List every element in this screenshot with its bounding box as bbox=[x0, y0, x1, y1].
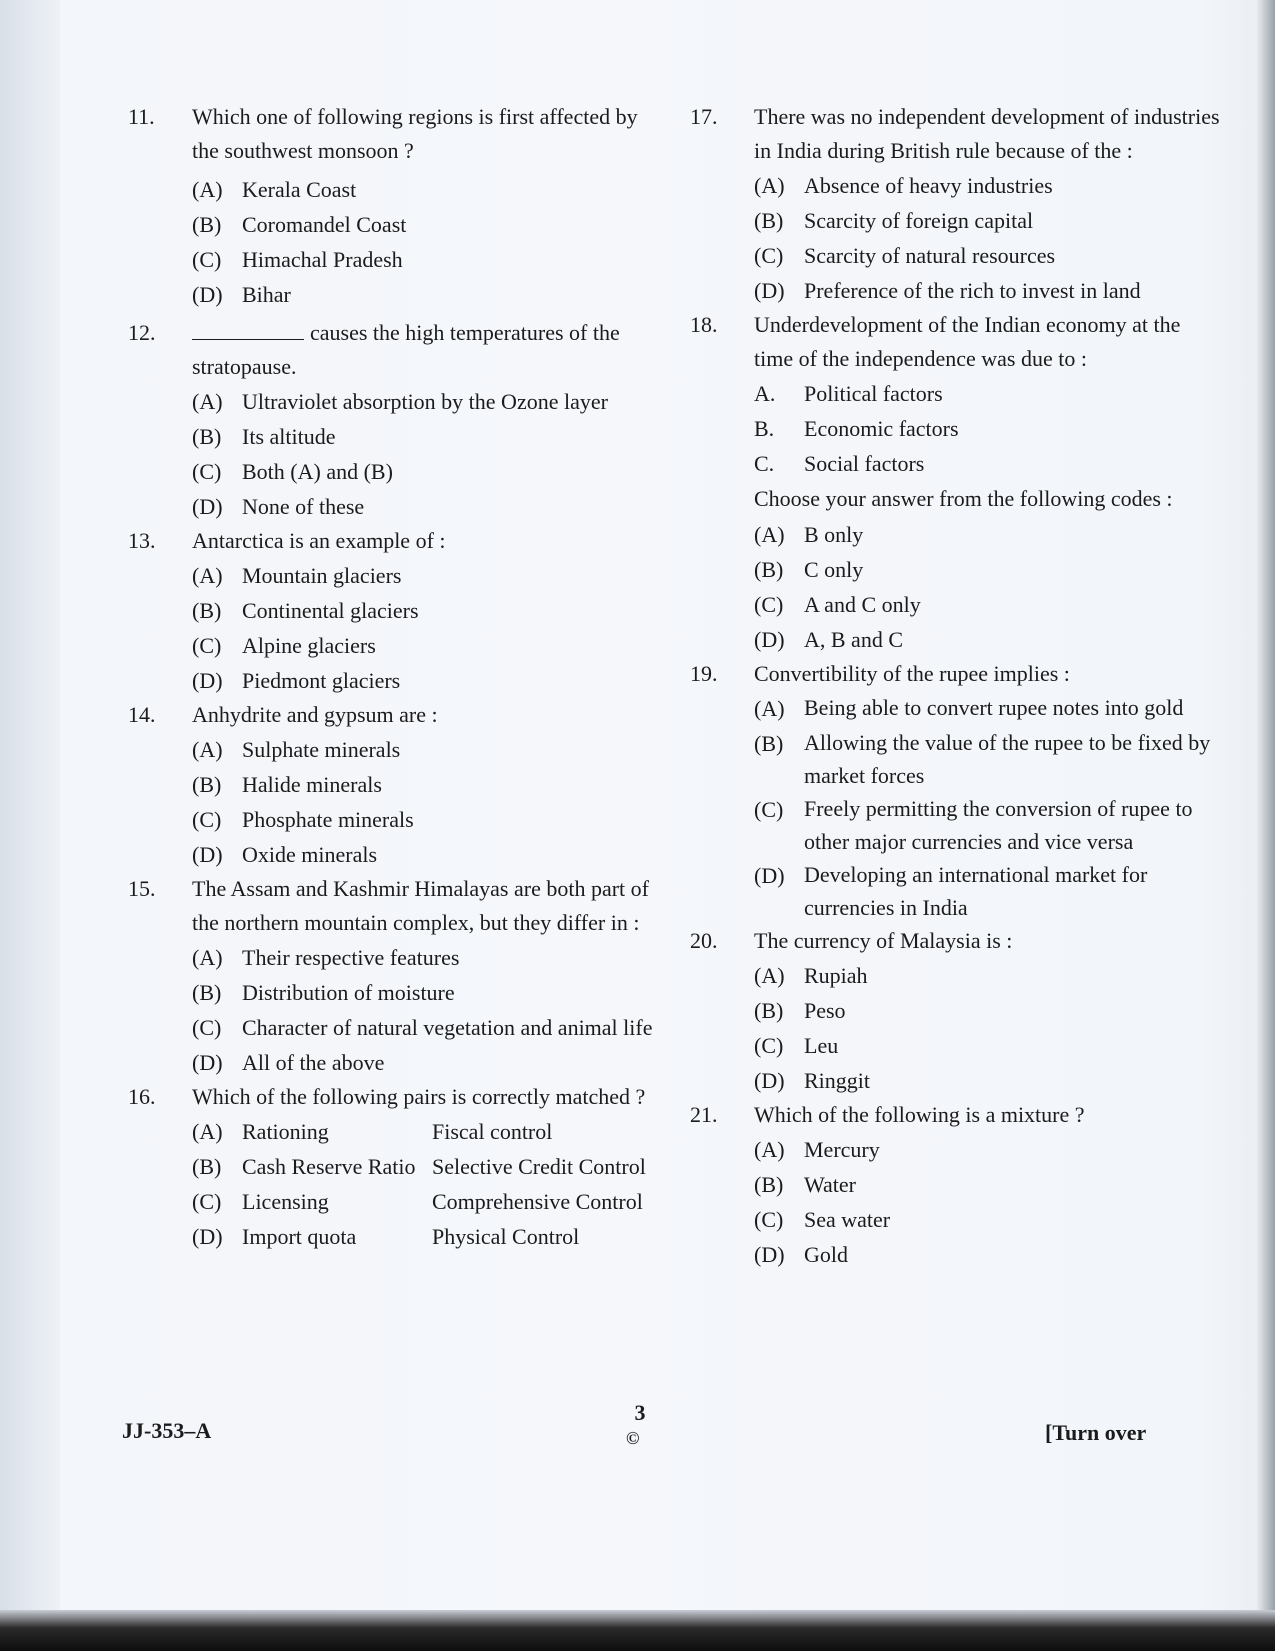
question-12 bbox=[128, 316, 688, 524]
question-18 bbox=[690, 308, 1235, 657]
turn-over-note: [Turn over bbox=[1045, 1420, 1147, 1445]
question-number: 19. bbox=[690, 661, 718, 686]
left-column bbox=[128, 100, 688, 1254]
option-b: (B) Scarcity of foreign capital bbox=[754, 208, 1034, 233]
option-a: (A) Mercury bbox=[754, 1137, 880, 1162]
question-stem: Antarctica is an example of : bbox=[192, 528, 446, 553]
option-b: (B) Coromandel Coast bbox=[192, 212, 407, 237]
pair-b: (B) Cash Reserve Ratio Selective Credit Control bbox=[192, 1154, 646, 1179]
question-17 bbox=[690, 100, 1235, 308]
option-b: (B) Water bbox=[754, 1172, 856, 1197]
question-13 bbox=[128, 524, 688, 698]
question-stem: Anhydrite and gypsum are : bbox=[192, 702, 438, 727]
option-d: (D) Preference of the rich to invest in land bbox=[754, 278, 1141, 303]
option-a: (A) Sulphate minerals bbox=[192, 737, 401, 762]
option-c: (C) Freely permitting the conversion of rupee to other major currencies and vice versa bbox=[754, 796, 1193, 854]
question-number: 15. bbox=[128, 876, 156, 901]
option-c: (C) Phosphate minerals bbox=[192, 807, 414, 832]
statement-c: C. Social factors bbox=[754, 451, 925, 476]
option-c: (C) Character of natural vegetation and animal life bbox=[192, 1015, 653, 1040]
question-20 bbox=[690, 924, 1235, 1098]
option-d: (D) All of the above bbox=[192, 1050, 385, 1075]
question-stem: Which of the following pairs is correctly matched ? bbox=[192, 1084, 646, 1109]
scan-bottom-shadow bbox=[0, 1610, 1275, 1651]
option-d: (D) Bihar bbox=[192, 282, 291, 307]
question-number: 18. bbox=[690, 312, 718, 337]
question-stem: Which of the following is a mixture ? bbox=[754, 1102, 1085, 1127]
option-a: (A) Mountain glaciers bbox=[192, 563, 402, 588]
question-11 bbox=[128, 100, 688, 312]
question-stem: Underdevelopment of the Indian economy at the time of the independence was due to : bbox=[754, 312, 1181, 371]
question-stem: There was no independent development of industries in India during British rule because of the : bbox=[754, 104, 1220, 163]
option-d: (D) A, B and C bbox=[754, 627, 903, 652]
fill-in-blank bbox=[192, 317, 304, 340]
option-a: (A) B only bbox=[754, 522, 864, 547]
question-stem: Which one of following regions is first affected by the southwest monsoon ? bbox=[192, 104, 638, 163]
question-number: 13. bbox=[128, 528, 156, 553]
question-stem: causes the high temperatures of the stratopause. bbox=[192, 316, 662, 384]
question-14 bbox=[128, 698, 688, 872]
booklet-code: JJ-353–A bbox=[122, 1418, 212, 1443]
pair-d: (D) Import quota Physical Control bbox=[192, 1224, 580, 1249]
option-c: (C) Himachal Pradesh bbox=[192, 247, 403, 272]
question-number: 20. bbox=[690, 928, 718, 953]
option-c: (C) A and C only bbox=[754, 592, 921, 617]
option-d: (D) Oxide minerals bbox=[192, 842, 378, 867]
option-b: (B) Allowing the value of the rupee to be fixed by market forces bbox=[754, 730, 1211, 788]
question-number: 16. bbox=[128, 1084, 156, 1109]
pair-c: (C) Licensing Comprehensive Control bbox=[192, 1189, 643, 1214]
option-c: (C) Sea water bbox=[754, 1207, 891, 1232]
codes-prompt: Choose your answer from the following codes : bbox=[754, 486, 1173, 511]
option-b: (B) Distribution of moisture bbox=[192, 980, 455, 1005]
question-15 bbox=[128, 872, 688, 1080]
option-a: (A) Rupiah bbox=[754, 963, 868, 988]
page-number: 3 bbox=[634, 1400, 646, 1425]
copyright-icon: © bbox=[626, 1428, 640, 1448]
question-21 bbox=[690, 1098, 1235, 1272]
option-a: (A) Ultraviolet absorption by the Ozone layer bbox=[192, 389, 608, 414]
question-number: 21. bbox=[690, 1102, 718, 1127]
question-stem: Convertibility of the rupee implies : bbox=[754, 661, 1070, 686]
right-column bbox=[690, 100, 1235, 1272]
question-number: 11. bbox=[128, 104, 155, 129]
option-d: (D) Developing an international market for currencies in India bbox=[754, 862, 1148, 920]
statement-b: B. Economic factors bbox=[754, 416, 959, 441]
question-number: 14. bbox=[128, 702, 156, 727]
option-b: (B) Peso bbox=[754, 998, 846, 1023]
question-number: 17. bbox=[690, 104, 718, 129]
question-stem: The currency of Malaysia is : bbox=[754, 928, 1013, 953]
question-19 bbox=[690, 657, 1235, 924]
option-a: (A) Being able to convert rupee notes into gold bbox=[754, 695, 1184, 721]
option-c: (C) Both (A) and (B) bbox=[192, 459, 393, 484]
option-b: (B) Its altitude bbox=[192, 424, 336, 449]
option-d: (D) None of these bbox=[192, 494, 365, 519]
option-a: (A) Absence of heavy industries bbox=[754, 173, 1053, 198]
option-d: (D) Ringgit bbox=[754, 1068, 871, 1093]
pair-a: (A) Rationing Fiscal control bbox=[192, 1119, 553, 1144]
option-d: (D) Gold bbox=[754, 1242, 848, 1267]
option-c: (C) Leu bbox=[754, 1033, 839, 1058]
option-b: (B) Halide minerals bbox=[192, 772, 382, 797]
scan-right-edge bbox=[1257, 0, 1275, 1651]
question-16 bbox=[128, 1080, 688, 1254]
option-b: (B) C only bbox=[754, 557, 864, 582]
option-b: (B) Continental glaciers bbox=[192, 598, 419, 623]
question-stem: The Assam and Kashmir Himalayas are both part of the northern mountain complex, but they differ in : bbox=[192, 876, 649, 935]
scan-left-edge bbox=[0, 0, 60, 1651]
question-number: 12. bbox=[128, 320, 156, 345]
option-d: (D) Piedmont glaciers bbox=[192, 668, 401, 693]
option-c: (C) Alpine glaciers bbox=[192, 633, 376, 658]
statement-a: A. Political factors bbox=[754, 381, 943, 406]
option-a: (A) Kerala Coast bbox=[192, 177, 357, 202]
option-c: (C) Scarcity of natural resources bbox=[754, 243, 1056, 268]
option-a: (A) Their respective features bbox=[192, 945, 460, 970]
